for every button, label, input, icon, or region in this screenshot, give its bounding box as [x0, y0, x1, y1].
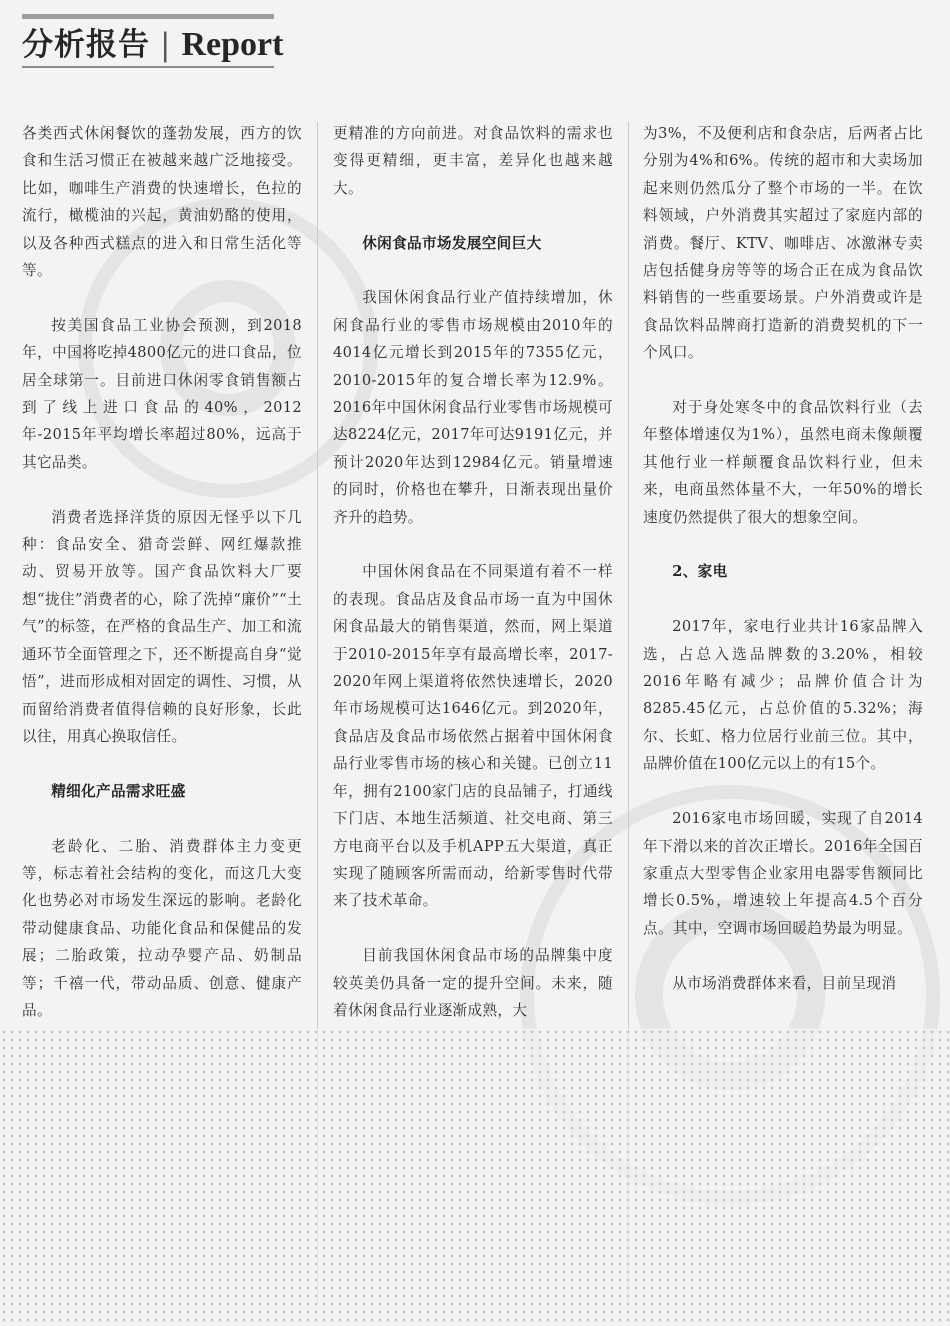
subheading: 2、家电 — [672, 563, 728, 581]
paragraph: 我国休闲食品行业产值持续增加，休闲食品行业的零售市场规模由2010年的4014亿元增长到2015年的7355亿元，2010-2015年的复合增长率为12.9%。2016年中国休闲食品行业零售市场规模可达8224亿元，2017年可达9191亿元，并预计2020年达到12984亿元。销量增速的同时，价格也在攀升，日渐表现出量价齐升的趋势。 — [333, 289, 614, 526]
header-underline — [22, 66, 274, 68]
paragraph: 目前我国休闲食品市场的品牌集中度较英美仍具备一定的提升空间。未来，随着休闲食品行业逐渐成熟，大 — [333, 947, 613, 1019]
paragraph: 对于身处寒冬中的食品饮料行业（去年整体增速仅为1%），虽然电商未像颠覆其他行业一样颠覆食品饮料行业，但未来，电商虽然体量不大，一年50%的增长速度仍然提供了很大的想象空间。 — [643, 399, 923, 526]
article-column-1 — [22, 120, 302, 1024]
section-title-chinese: 分析报告 — [22, 27, 150, 63]
paragraph: 中国休闲食品在不同渠道有着不一样的表现。食品店及食品市场一直为中国休闲食品最大的销售渠道，然而，网上渠道于2010-2015年享有最高增长率，2017-2020年网上渠道将依然快速增长，2020年市场规模可达1646亿元。到2020年，食品店及食品市场依然占据着中国休闲食品行业零售市场的核心和关键。已创立11年，拥有2100家门店的良品铺子，打通线下门店、本地生活频道、社交电商、第三方电商平台以及手机APP五大渠道，真正实现了随顾客所需而动，给新零售时代带来了技术革命。 — [333, 563, 613, 910]
blurred-preview-overlay — [0, 1028, 950, 1326]
paragraph: 按美国食品工业协会预测，到2018年，中国将吃掉4800亿元的进口食品，位居全球第一。目前进口休闲零食销售额占到了线上进口食品的40%，2012年-2015年平均增长率超过80%，远高于其它品类。 — [22, 316, 302, 471]
paragraph: 各类西式休闲餐饮的蓬勃发展，西方的饮食和生活习惯正在被越来越广泛地接受。比如，咖啡生产消费的快速增长，色拉的流行，橄榄油的兴起，黄油奶酪的使用，以及各种西式糕点的进入和日常生活化等等。 — [22, 125, 302, 280]
article-column-2 — [333, 120, 613, 1024]
paragraph: 老龄化、二胎、消费群体主力变更等，标志着社会结构的变化，而这几大变化也势必对市场发生深远的影响。老龄化带动健康食品、功能化食品和保健品的发展；二胎政策，拉动孕婴产品、奶制品等；千禧一代，带动品质、创意、健康产品。 — [22, 837, 302, 1019]
paragraph: 从市场消费群体来看，目前呈现消 — [672, 974, 897, 992]
section-header — [22, 24, 283, 66]
subheading: 精细化产品需求旺盛 — [51, 782, 186, 800]
header-top-rule — [22, 14, 274, 19]
section-title-english: Report — [181, 26, 284, 63]
article-column-3 — [643, 120, 923, 997]
paragraph: 2017年，家电行业共计16家品牌入选，占总入选品牌数的3.20%，相较2016年略有减少；品牌价值合计为8285.45亿元，占总价值的5.32%；海尔、长虹、格力位居行业前三位。其中，品牌价值在100亿元以上的有15个。 — [643, 618, 923, 773]
section-title-separator: | — [160, 27, 172, 63]
paragraph: 2016家电市场回暖，实现了自2014年下滑以来的首次正增长。2016年全国百家重点大型零售企业家用电器零售额同比增长0.5%，增速较上年提高4.5个百分点。其中，空调市场回暖趋势最为明显。 — [643, 810, 923, 937]
subheading: 休闲食品市场发展空间巨大 — [362, 234, 542, 252]
paragraph: 消费者选择洋货的原因无怪乎以下几种：食品安全、猎奇尝鲜、网红爆款推动、贸易开放等。国产食品饮料大厂要想“拢住”消费者的心，除了洗掉“廉价”“土气”的标签，在严格的食品生产、加工和流通环节全面管理之下，还不断提高自身“觉悟”，进而形成相对固定的调性、习惯，从而留给消费者值得信赖的良好形象，长此以往，用真心换取信任。 — [22, 508, 302, 745]
paragraph: 为3%，不及便利店和食杂店，后两者占比分别为4%和6%。传统的超市和大卖场加起来则仍然瓜分了整个市场的一半。在饮料领域，户外消费其实超过了家庭内部的消费。餐厅、KTV、咖啡店、冰激淋专卖店包括健身房等等的场合正在成为食品饮料销售的一些重要场景。户外消费或许是食品饮料品牌商打造新的消费契机的下一个风口。 — [643, 125, 923, 362]
paragraph: 更精准的方向前进。对食品饮料的需求也变得更精细，更丰富，差异化也越来越大。 — [333, 125, 613, 197]
